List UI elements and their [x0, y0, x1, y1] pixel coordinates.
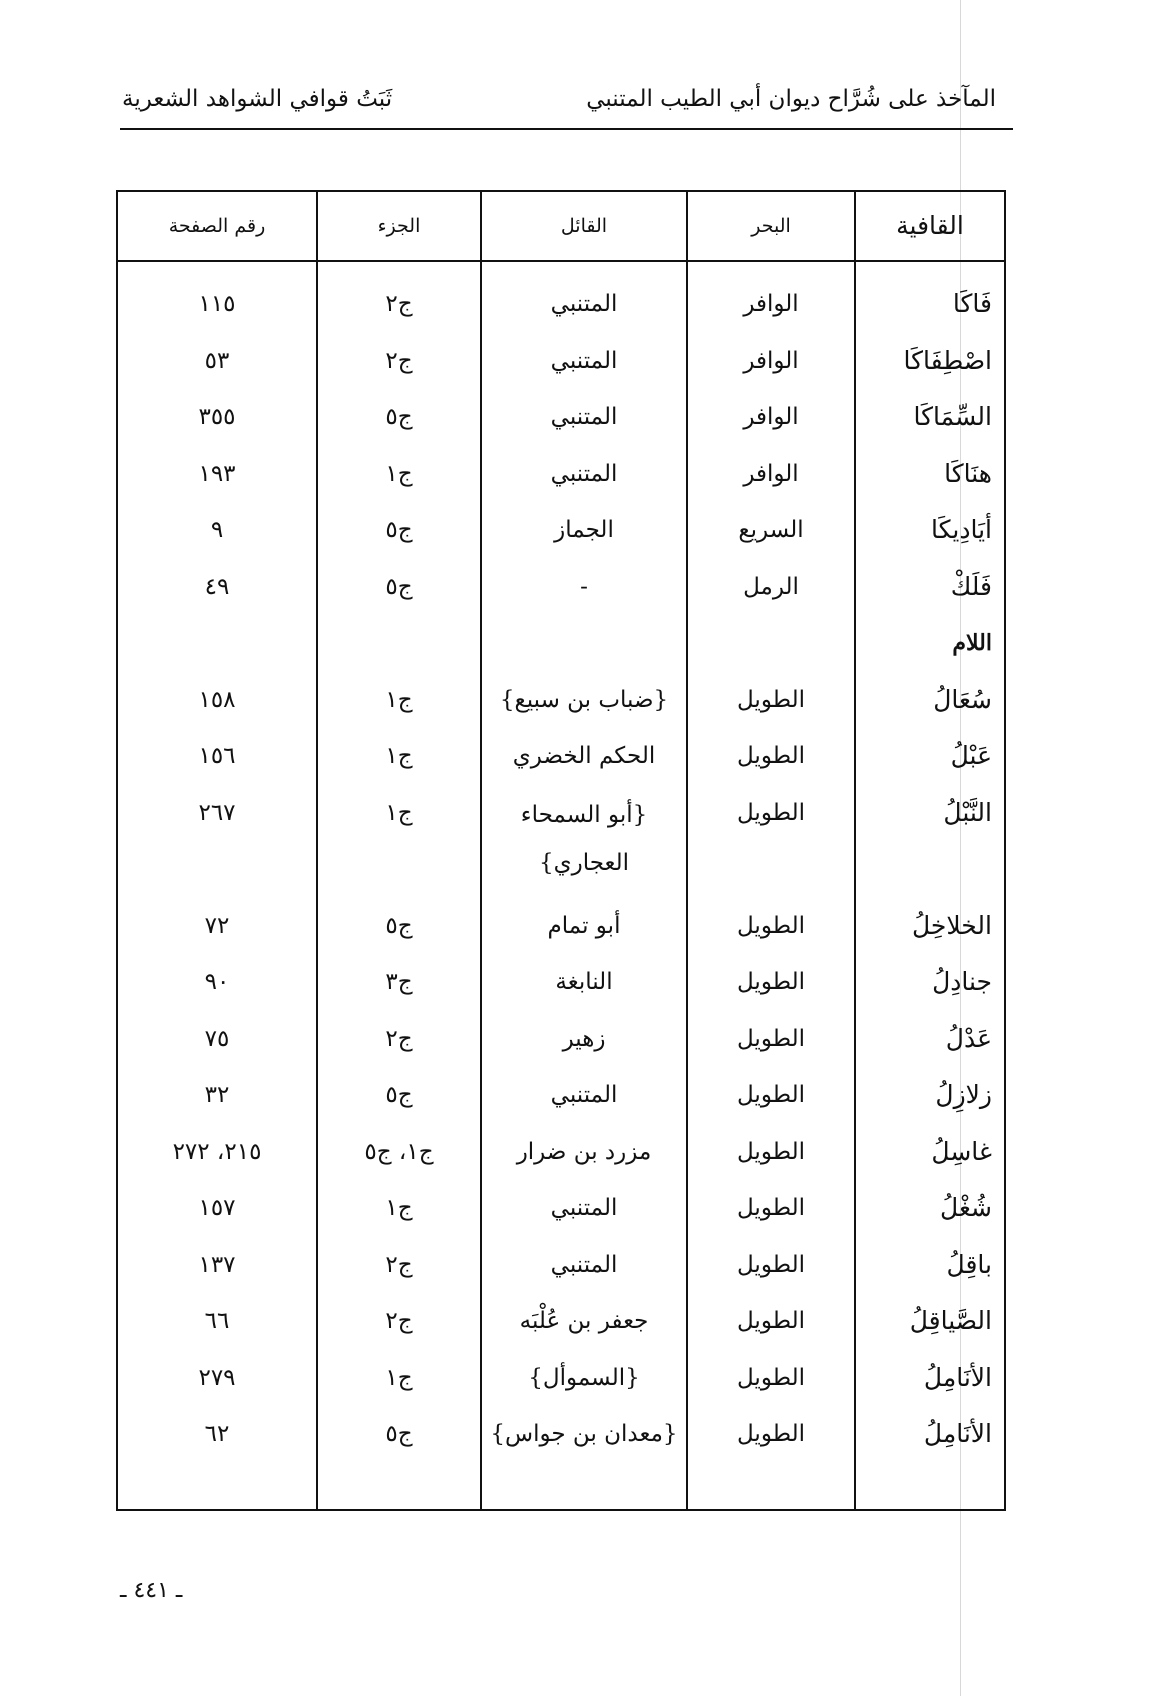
page-number: ـ ٤٤١ ـ [120, 1578, 183, 1603]
qail-cell: أبو تمام [547, 912, 621, 939]
qail-cell: المتنبي [550, 1195, 618, 1221]
qail-cell: {السموأل} [528, 1364, 640, 1391]
bahr-cell: الطويل [737, 912, 805, 939]
table-row [118, 1293, 1004, 1350]
qail-line-1: {أبو السمحاء [520, 801, 648, 828]
qail-cell: المتنبي [550, 460, 618, 487]
qail-line-2: العجاري} [538, 849, 630, 876]
table-row [118, 728, 1004, 785]
qafia-cell: أيَادِيكَا [930, 515, 992, 544]
qail-cell: جعفر بن عُلْبَه [519, 1308, 649, 1334]
qafia-cell: هنَاكَا [944, 458, 992, 488]
section-heading-row [118, 615, 1004, 672]
page-cell: ١٥٦ [198, 743, 236, 769]
bahr-cell: الرمل [743, 573, 799, 600]
bahr-cell: الطويل [737, 743, 805, 769]
table-row [118, 954, 1004, 1011]
page-cell: ١٥٨ [198, 686, 236, 713]
bahr-cell: الطويل [737, 1364, 805, 1391]
table-body [118, 276, 1004, 1463]
juz-cell: ج٢ [385, 1308, 413, 1334]
qail-cell: المتنبي [550, 291, 618, 317]
table-row [118, 898, 1004, 955]
juz-cell: ج٢ [385, 291, 413, 317]
qail-cell: {ضباب بن سبيع} [499, 686, 669, 713]
juz-cell: ج١، ج٥ [364, 1138, 434, 1165]
qail-cell: المتنبي [550, 1251, 618, 1278]
page-cell: ٧٥ [204, 1025, 230, 1052]
table-row [118, 785, 1004, 898]
table-row [118, 389, 1004, 446]
page-cell: ١٩٣ [198, 460, 236, 487]
juz-cell: ج٥ [385, 573, 413, 600]
bahr-cell: الطويل [737, 1138, 805, 1165]
page-cell: ٦٢ [204, 1421, 230, 1447]
juz-cell: ج١ [385, 799, 413, 826]
qafia-cell: السِّمَاكَا [913, 402, 992, 431]
juz-cell: ج٥ [385, 404, 413, 430]
juz-cell: ج٥ [385, 517, 413, 543]
qafia-cell: الخلاخِلُ [911, 910, 992, 940]
section-heading-lam: اللام [952, 630, 992, 656]
bahr-cell: السريع [738, 517, 804, 543]
column-header-juz: الجزء [377, 215, 421, 237]
page-cell: ٣٥٥ [198, 404, 236, 430]
qail-cell: النابغة [555, 969, 613, 995]
qafia-cell: عَبْلُ [950, 741, 992, 770]
qafia-cell: غاسِلُ [931, 1136, 992, 1166]
page-cell: ٩ [210, 517, 224, 543]
qail-cell: المتنبي [550, 1082, 618, 1108]
table-row [118, 1350, 1004, 1407]
page-cell: ٢١٥، ٢٧٢ [172, 1138, 262, 1165]
column-header-page: رقم الصفحة [168, 215, 266, 237]
page-cell: ١٣٧ [198, 1251, 236, 1278]
qail-cell: مزرد بن ضرار [516, 1138, 652, 1165]
running-header-section-title: ثَبَتُ قوافي الشواهد الشعرية [122, 86, 393, 112]
table-row [118, 502, 1004, 559]
page-cell: ٢٦٧ [198, 799, 236, 826]
page-cell: ٩٠ [204, 969, 230, 995]
qafia-cell: زلازِلُ [935, 1080, 992, 1109]
qafia-cell: عَدْلُ [945, 1023, 992, 1053]
juz-cell: ج٢ [385, 347, 413, 374]
table-header-row [118, 192, 1004, 260]
table-row [118, 1237, 1004, 1294]
qafia-cell: النَّبْلُ [943, 797, 992, 827]
qail-cell [482, 785, 686, 898]
qafia-cell: سُعَالُ [933, 684, 992, 714]
table-row [118, 559, 1004, 616]
table-row [118, 446, 1004, 503]
qafia-cell: باقِلُ [946, 1249, 992, 1279]
juz-cell: ج١ [385, 460, 413, 487]
page-cell: ٢٧٩ [198, 1364, 236, 1391]
qafia-cell: الأنَامِلُ [923, 1419, 992, 1448]
qafia-cell: فَلَكْ [950, 571, 992, 601]
juz-cell: ج٢ [385, 1251, 413, 1278]
juz-cell: ج٢ [385, 1025, 413, 1052]
bahr-cell: الطويل [737, 1025, 805, 1052]
column-header-bahr: البحر [751, 215, 791, 237]
juz-cell: ج٥ [385, 1421, 413, 1447]
page-cell: ١٥٧ [198, 1195, 236, 1221]
bahr-cell: الطويل [737, 686, 805, 713]
table-row [118, 1406, 1004, 1463]
bahr-cell: الطويل [737, 969, 805, 995]
qail-cell: الحكم الخضري [512, 743, 656, 769]
qafia-cell: جنادِلُ [932, 967, 992, 996]
bahr-cell: الوافر [743, 347, 799, 374]
juz-cell: ج١ [385, 1195, 413, 1221]
table-row [118, 1180, 1004, 1237]
qafia-cell: الصَّياقِلُ [909, 1306, 992, 1335]
page-cell: ٦٦ [204, 1308, 230, 1334]
qafia-cell: فَاكَا [952, 289, 992, 318]
juz-cell: ج١ [385, 686, 413, 713]
bahr-cell: الطويل [737, 799, 805, 826]
bahr-cell: الوافر [743, 460, 799, 487]
qafia-cell: الأنَامِلُ [923, 1362, 992, 1392]
qail-cell: المتنبي [550, 404, 618, 430]
column-header-qafia: القافية [896, 211, 964, 240]
rhyme-index-table [116, 190, 1006, 1511]
juz-cell: ج١ [385, 1364, 413, 1391]
bahr-cell: الوافر [743, 291, 799, 317]
bahr-cell: الطويل [737, 1195, 805, 1221]
qail-cell: المتنبي [550, 347, 618, 374]
qail-cell: الجماز [554, 517, 614, 543]
header-rule [120, 128, 1013, 130]
bahr-cell: الوافر [743, 404, 799, 430]
bahr-cell: الطويل [737, 1308, 805, 1334]
page-cell: ٥٣ [204, 347, 230, 374]
table-row [118, 1067, 1004, 1124]
qafia-cell: اصْطِفَاكَا [903, 345, 992, 375]
qafia-cell: شُغْلُ [940, 1193, 992, 1222]
juz-cell: ج١ [385, 743, 413, 769]
table-row [118, 1124, 1004, 1181]
juz-cell: ج٥ [385, 912, 413, 939]
column-header-qail: القائل [560, 215, 608, 237]
bahr-cell: الطويل [737, 1251, 805, 1278]
table-row [118, 333, 1004, 390]
qail-cell: {معدان بن جواس} [490, 1421, 678, 1447]
page-cell: ٤٩ [204, 573, 230, 600]
header-divider [118, 260, 1004, 262]
table-row [118, 672, 1004, 729]
running-header-book-title: المآخذ على شُرَّاح ديوان أبي الطيب المتنبي [586, 86, 996, 112]
qail-cell: زهير [562, 1025, 606, 1052]
page-cell: ٧٢ [204, 912, 230, 939]
bahr-cell: الطويل [737, 1082, 805, 1108]
bahr-cell: الطويل [737, 1421, 805, 1447]
table-row [118, 276, 1004, 333]
page-cell: ١١٥ [198, 291, 236, 317]
table-row [118, 1011, 1004, 1068]
page-cell: ٣٢ [204, 1082, 230, 1108]
qail-cell: - [580, 573, 588, 600]
juz-cell: ج٣ [385, 969, 413, 995]
juz-cell: ج٥ [385, 1082, 413, 1108]
